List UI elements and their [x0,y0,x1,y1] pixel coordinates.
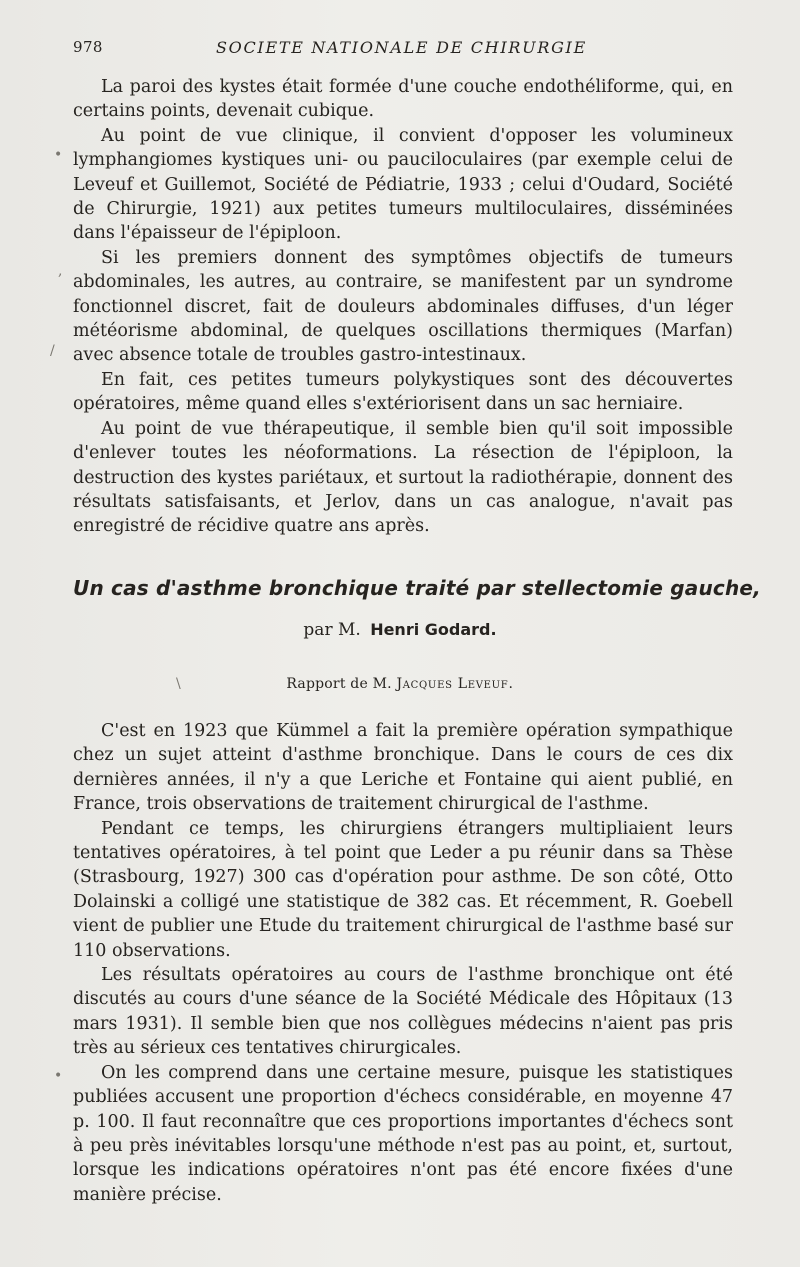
paragraph: Les résultats opératoires au cours de l'asthme bronchique ont été discutés au cours d'une séance de la Société Médicale des Hôpitaux (13 mars 1931). Il semble bien que nos collègues médecins n'aient pas pris très au sérieux ces tentatives chirurgicales. [73,965,733,1059]
article-body [73,719,733,1207]
article-continuation [73,75,733,539]
paragraph: Si les premiers donnent des symptômes objectifs de tumeurs abdominales, les autres, au contraire, se manifestent par un syndrome fonctionnel discret, fait de douleurs abdominales diffuses, d'un léger météorisme abdominal, de quelques oscillations thermiques (Marfan) avec absence totale de troubles gastro-intestinaux. [73,247,733,366]
paragraph: On les comprend dans une certaine mesure, puisque les statistiques publiées accusent une proportion d'échecs considérable, en moyenne 47 p. 100. Il faut reconnaître que ces proportions importantes d'échecs sont à peu près inévitables lorsqu'une méthode n'est pas au point, et, surtout, lorsque les indications opératoires n'ont pas été encore fixées d'une manière précise. [73,1062,733,1205]
margin-mark: \ [176,676,181,692]
margin-mark: , [58,263,63,279]
paragraph: Pendant ce temps, les chirurgiens étrangers multipliaient leurs tentatives opératoires, à tel point que Leder a pu réunir dans sa Thèse (Strasbourg, 1927) 300 cas d'opération pour asthme. De son côté, Otto Dolainski a colligé une statistique de 382 cas. Et récemment, R. Goebell vient de publier une Etude du traitement chirurgical de l'asthme basé sur 110 observations. [73,818,733,961]
running-title: SOCIETE NATIONALE DE CHIRURGIE [216,38,587,57]
reporter-name: Jacques Leveuf. [396,676,514,692]
page-number: 978 [73,38,103,56]
margin-mark: / [50,343,55,359]
report-prefix: Rapport de M. [286,676,392,692]
margin-mark: • [54,147,63,163]
report-line [0,676,800,692]
article-title: Un cas d'asthme bronchique traité par stellectomie gauche, [73,576,761,600]
author-name: Henri Godard. [370,620,497,639]
article-byline [0,620,800,640]
paragraph: C'est en 1923 que Kümmel a fait la première opération sympathique chez un sujet atteint d'asthme bronchique. Dans le cours de ces dix dernières années, il n'y a que Leriche et Fontaine qui aient publié, en France, trois observations de traitement chirurgical de l'asthme. [73,721,733,815]
page-header [73,38,733,60]
paragraph: La paroi des kystes était formée d'une couche endothéliforme, qui, en certains points, devenait cubique. [73,77,733,122]
byline-prefix: par M. [303,620,361,640]
paragraph: Au point de vue thérapeutique, il semble bien qu'il soit impossible d'enlever toutes les néoformations. La résection de l'épiploon, la destruction des kystes pariétaux, et surtout la radiothérapie, donnent des résultats satisfaisants, et Jerlov, dans un cas analogue, n'avait pas enregistré de récidive quatre ans après. [73,418,733,537]
paragraph: En fait, ces petites tumeurs polykystiques sont des découvertes opératoires, même quand elles s'extériorisent dans un sac herniaire. [73,369,733,415]
paragraph: Au point de vue clinique, il convient d'opposer les volumineux lymphangiomes kystiques uni- ou pauciloculaires (par exemple celui de Leveuf et Guillemot, Société de Pédiatrie, 1933 ; celui d'Oudard, Société de Chirurgie, 1921) aux petites tumeurs multiloculaires, disséminées dans l'épaisseur de l'épiploon. [73,125,733,244]
margin-mark: • [54,1068,63,1084]
